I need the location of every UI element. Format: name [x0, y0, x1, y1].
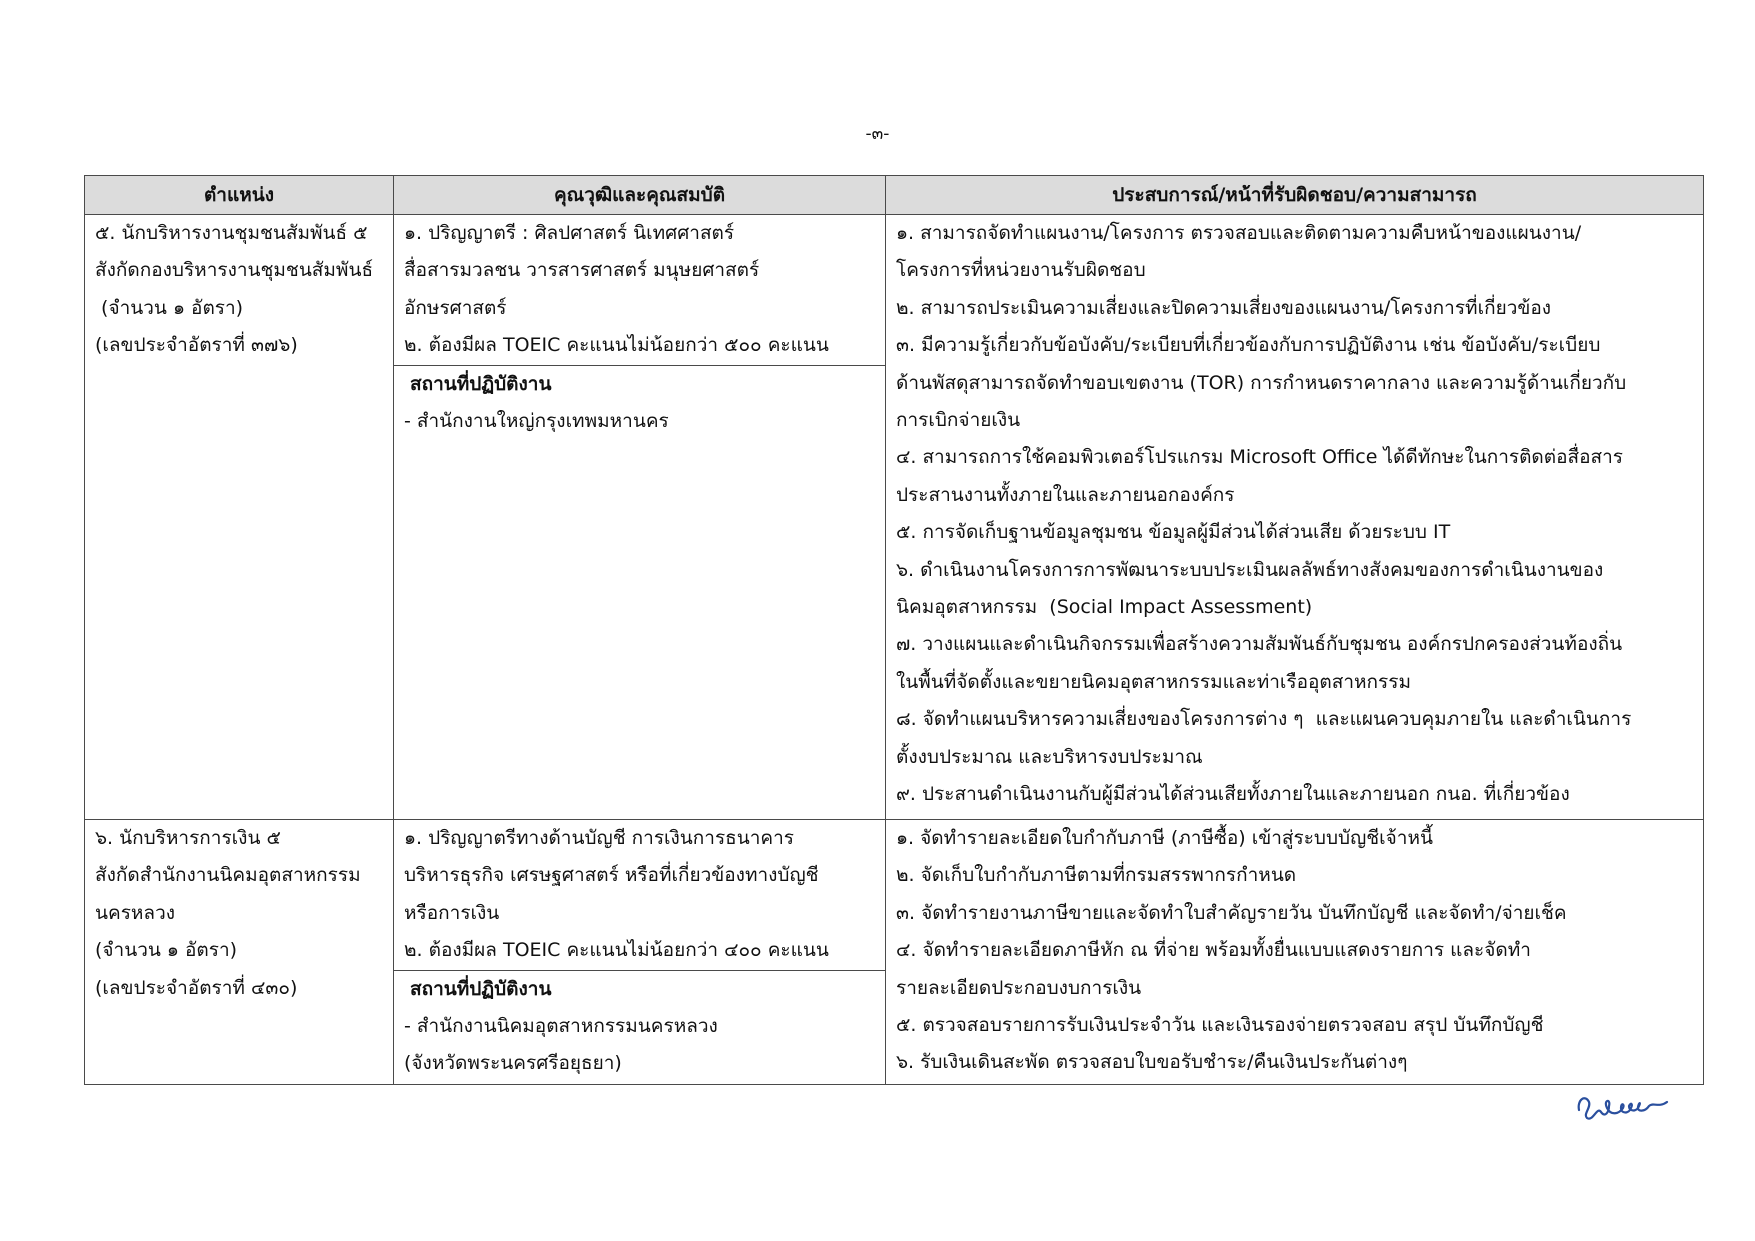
- qualification-line: อักษรศาสตร์: [404, 296, 507, 319]
- experience-line: ๕. การจัดเก็บฐานข้อมูลชุมชน ข้อมูลผู้มีส่วนได้ส่วนเสีย ด้วยระบบ IT: [896, 521, 1451, 544]
- experience-line: ๗. วางแผนและดำเนินกิจกรรมเพื่อสร้างความสัมพันธ์กับชุมชน องค์กรปกครองส่วนท้องถิ่น: [896, 633, 1623, 656]
- experience-line: ๕. ตรวจสอบรายการรับเงินประจำวัน และเงินรองจ่ายตรวจสอบ สรุป บันทึกบัญชี: [896, 1014, 1544, 1037]
- header-position: ตำแหน่ง: [85, 176, 394, 215]
- qualification-line: ๑. ปริญญาตรี : ศิลปศาสตร์ นิเทศศาสตร์: [404, 222, 735, 244]
- work-location-heading: สถานที่ปฏิบัติงาน: [410, 977, 552, 1000]
- position-cell: [85, 820, 394, 1085]
- table-row: [85, 820, 1704, 1085]
- qualification-cell: [394, 215, 886, 820]
- work-location: [394, 971, 885, 1083]
- work-location: [394, 366, 885, 441]
- header-qualification: คุณวุฒิและคุณสมบัติ: [394, 176, 886, 215]
- experience-line: การเบิกจ่ายเงิน: [896, 409, 1021, 432]
- qualification-line: บริหารธุรกิจ เศรษฐศาสตร์ หรือที่เกี่ยวข้องทางบัญชี: [404, 864, 819, 887]
- experience-line: นิคมอุตสาหกรรม (Social Impact Assessment): [896, 596, 1313, 619]
- experience-line: ๔. สามารถการใช้คอมพิวเตอร์โปรแกรม Microsoft Office ได้ดีทักษะในการติดต่อสื่อสาร: [896, 446, 1624, 469]
- page-number: -๓-: [865, 124, 890, 144]
- table-row: [85, 215, 1704, 820]
- header-experience: ประสบการณ์/หน้าที่รับผิดชอบ/ความสามารถ: [886, 176, 1704, 215]
- position-line: สังกัดกองบริหารงานชุมชนสัมพันธ์: [95, 259, 374, 282]
- experience-line: ๘. จัดทำแผนบริหารความเสี่ยงของโครงการต่าง ๆ และแผนควบคุมภายใน และดำเนินการ: [896, 708, 1632, 731]
- experience-line: ประสานงานทั้งภายในและภายนอกองค์กร: [896, 483, 1235, 506]
- experience-line: ๑. สามารถจัดทำแผนงาน/โครงการ ตรวจสอบและติดตามความคืบหน้าของแผนงาน/: [896, 222, 1582, 244]
- experience-line: ๒. จัดเก็บใบกำกับภาษีตามที่กรมสรรพากรกำหนด: [896, 864, 1297, 887]
- position-line: (เลขประจำอัตราที่ ๔๓๐): [95, 976, 298, 999]
- handwritten-signature: [1575, 1082, 1671, 1126]
- experience-line: ๒. สามารถประเมินความเสี่ยงและปิดความเสี่ยงของแผนงาน/โครงการที่เกี่ยวข้อง: [896, 296, 1552, 319]
- qualification-list: [394, 215, 885, 366]
- qualification-cell: [394, 820, 886, 1085]
- experience-cell: [886, 820, 1704, 1085]
- experience-line: ๓. มีความรู้เกี่ยวกับข้อบังคับ/ระเบียบที่เกี่ยวข้องกับการปฏิบัติงาน เช่น ข้อบังคับ/ระเบียบ: [896, 334, 1601, 357]
- work-location-line: (จังหวัดพระนครศรีอยุธยา): [404, 1052, 622, 1075]
- experience-line: ๔. จัดทำรายละเอียดภาษีหัก ณ ที่จ่าย พร้อมทั้งยื่นแบบแสดงรายการ และจัดทำ: [896, 939, 1531, 962]
- position-line: (จำนวน ๑ อัตรา): [95, 296, 244, 319]
- experience-cell: [886, 215, 1704, 820]
- qualification-line: หรือการเงิน: [404, 901, 500, 924]
- experience-line: ๓. จัดทำรายงานภาษีขายและจัดทำใบสำคัญรายวัน บันทึกบัญชี และจัดทำ/จ่ายเช็ค: [896, 901, 1567, 924]
- experience-line: ๖. รับเงินเดินสะพัด ตรวจสอบใบขอรับชำระ/คืนเงินประกันต่างๆ: [896, 1051, 1408, 1074]
- qualification-list: [394, 820, 885, 971]
- experience-line: ๑. จัดทำรายละเอียดใบกำกับภาษี (ภาษีซื้อ) เข้าสู่ระบบบัญชีเจ้าหนี้: [896, 827, 1433, 849]
- work-location-heading: สถานที่ปฏิบัติงาน: [410, 372, 552, 395]
- position-line: (เลขประจำอัตราที่ ๓๗๖): [95, 334, 298, 357]
- experience-line: ๖. ดำเนินงานโครงการการพัฒนาระบบประเมินผลลัพธ์ทางสังคมของการดำเนินงานของ: [896, 558, 1604, 581]
- qualification-line: สื่อสารมวลชน วารสารศาสตร์ มนุษยศาสตร์: [404, 259, 760, 282]
- position-cell: [85, 215, 394, 820]
- position-line: ๕. นักบริหารงานชุมชนสัมพันธ์ ๕: [95, 222, 368, 244]
- position-line: (จำนวน ๑ อัตรา): [95, 939, 238, 962]
- qualification-line: ๒. ต้องมีผล TOEIC คะแนนไม่น้อยกว่า ๔๐๐ คะแนน: [404, 939, 829, 962]
- experience-line: ด้านพัสดุสามารถจัดทำขอบเขตงาน (TOR) การกำหนดราคากลาง และความรู้ด้านเกี่ยวกับ: [896, 371, 1627, 394]
- work-location-line: - สำนักงานนิคมอุตสาหกรรมนครหลวง: [404, 1015, 718, 1038]
- position-line: สังกัดสำนักงานนิคมอุตสาหกรรม: [95, 864, 361, 887]
- qualification-line: ๒. ต้องมีผล TOEIC คะแนนไม่น้อยกว่า ๕๐๐ คะแนน: [404, 334, 829, 357]
- work-location-line: - สำนักงานใหญ่กรุงเทพมหานคร: [404, 410, 669, 433]
- qualification-table: [84, 175, 1704, 1085]
- position-line: นครหลวง: [95, 901, 176, 924]
- experience-line: รายละเอียดประกอบงบการเงิน: [896, 976, 1142, 999]
- qualification-line: ๑. ปริญญาตรีทางด้านบัญชี การเงินการธนาคาร: [404, 827, 795, 849]
- position-line: ๖. นักบริหารการเงิน ๕: [95, 827, 281, 849]
- experience-line: ตั้งงบประมาณ และบริหารงบประมาณ: [896, 745, 1203, 768]
- table-header-row: [85, 176, 1704, 215]
- experience-line: ในพื้นที่จัดตั้งและขยายนิคมอุตสาหกรรมและท่าเรืออุตสาหกรรม: [896, 670, 1411, 693]
- experience-line: โครงการที่หน่วยงานรับผิดชอบ: [896, 259, 1146, 282]
- experience-line: ๙. ประสานดำเนินงานกับผู้มีส่วนได้ส่วนเสียทั้งภายในและภายนอก กนอ. ที่เกี่ยวข้อง: [896, 783, 1570, 806]
